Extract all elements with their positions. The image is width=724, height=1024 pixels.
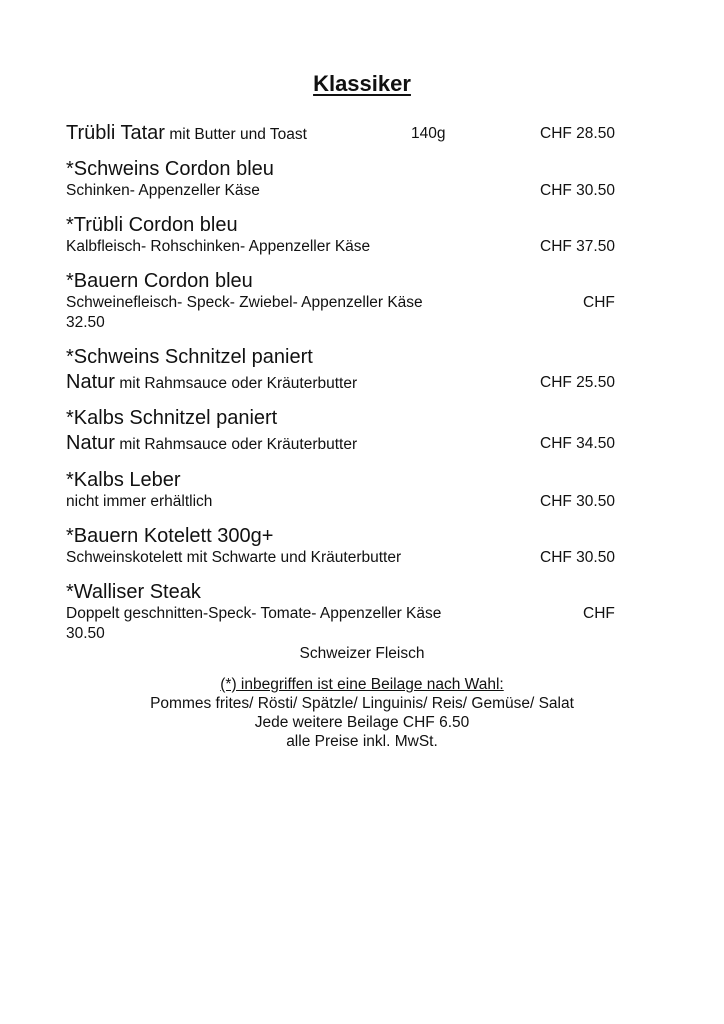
item-name: *Bauern Kotelett 300g+ [66,525,274,547]
item-name: *Schweins Cordon bleu [66,158,274,180]
item-name: Trübli Tatar [66,122,165,144]
item-price-value: 30.50 [66,625,105,642]
page-title: Klassiker [313,71,411,96]
extra-side-price: Jede weitere Beilage CHF 6.50 [254,714,470,731]
item-name: *Schweins Schnitzel paniert [66,346,313,368]
item-description: Schweinefleisch- Speck- Zwiebel- Appenzeller Käse [66,294,423,311]
item-name: *Walliser Steak [66,581,201,603]
meat-origin-note: Schweizer Fleisch [299,645,425,662]
item-subline [66,371,357,394]
item-description: Doppelt geschnitten-Speck- Tomate- Appenzeller Käse [66,605,442,622]
item-sub-title: Natur [66,371,115,393]
item-description: Kalbfleisch- Rohschinken- Appenzeller Käse [66,238,371,255]
side-dish-heading: (*) inbegriffen ist eine Beilage nach Wahl: [220,676,504,693]
item-name: *Trübli Cordon bleu [66,214,238,236]
tax-note: alle Preise inkl. MwSt. [286,733,438,750]
item-price: CHF 30.50 [540,549,615,566]
item-name: *Bauern Cordon bleu [66,270,253,292]
item-description: mit Butter und Toast [169,126,307,143]
item-description: mit Rahmsauce oder Kräuterbutter [119,436,358,453]
side-dish-note [0,676,724,694]
item-price: CHF 30.50 [540,493,615,510]
item-name: *Kalbs Leber [66,469,181,491]
item-weight: 140g [411,125,446,142]
item-name: *Kalbs Schnitzel paniert [66,407,278,429]
item-sub-title: Natur [66,432,115,454]
item-description: Schinken- Appenzeller Käse [66,182,260,199]
item-price: CHF 34.50 [540,435,615,452]
menu-item-truebli-tatar [66,122,307,145]
item-description: nicht immer erhältlich [66,493,213,510]
item-price-value: 32.50 [66,314,105,331]
item-description: Schweinskotelett mit Schwarte und Kräuterbutter [66,549,402,566]
item-price-currency: CHF [583,294,615,311]
item-price: CHF 25.50 [540,374,615,391]
item-price: CHF 30.50 [540,182,615,199]
item-price-currency: CHF [583,605,615,622]
item-price: CHF 28.50 [540,125,615,142]
item-description: mit Rahmsauce oder Kräuterbutter [119,375,358,392]
side-dish-options: Pommes frites/ Rösti/ Spätzle/ Linguinis/ Reis/ Gemüse/ Salat [150,695,574,712]
item-price: CHF 37.50 [540,238,615,255]
item-subline [66,432,357,455]
